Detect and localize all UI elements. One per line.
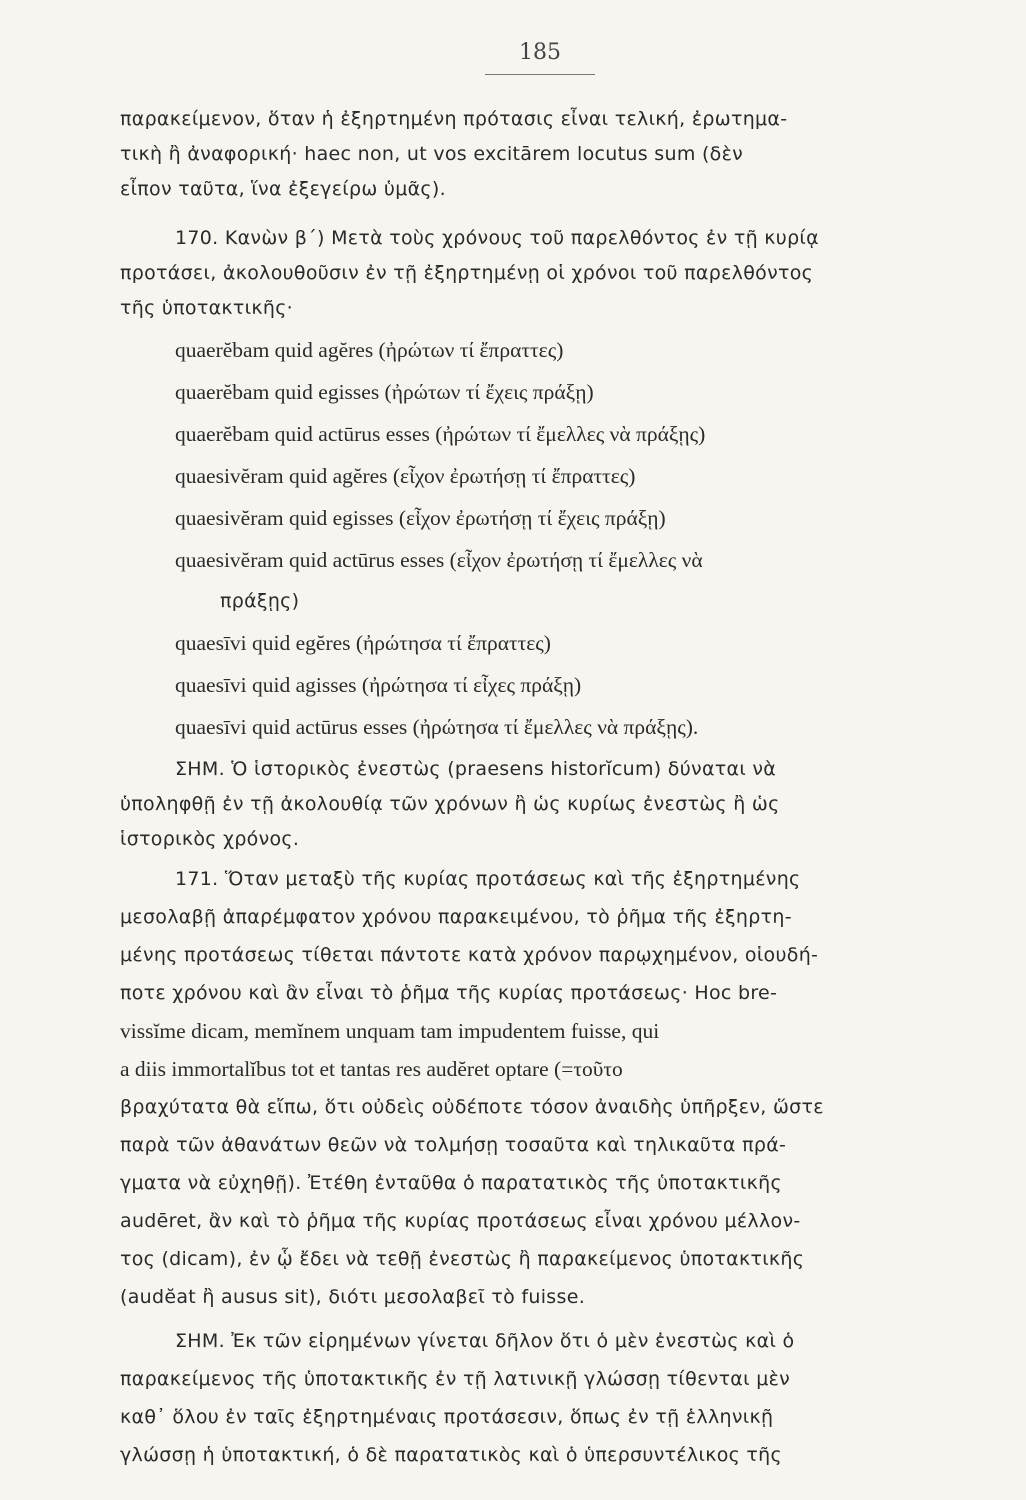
text-line: προτάσει, ἀκολουθοῦσιν ἐν τῇ ἐξηρτημένῃ οἱ χρόνοι τοῦ παρελθόντος — [120, 262, 814, 284]
text-line: ποτε χρόνου καὶ ἂν εἶναι τὸ ῥῆμα τῆς κυρίας προτάσεως· Hoc bre- — [120, 982, 778, 1004]
text-line: γματα νὰ εὐχηθῇ). Ἐτέθη ἐνταῦθα ὁ παρατατικὸς τῆς ὑποτακτικῆς — [120, 1172, 782, 1194]
example-line: quaesīvi quid egĕres (ἠρώτησα τί ἔπραττες) — [175, 631, 551, 655]
text-line: εἶπον ταῦτα, ἵνα ἐξεγείρω ὑμᾶς). — [120, 178, 446, 200]
text-line: ὑποληφθῇ ἐν τῇ ἀκολουθίᾳ τῶν χρόνων ἢ ὡς κυρίως ἐνεστὼς ἢ ὡς — [120, 793, 780, 815]
example-line: quaerĕbam quid actūrus esses (ἠρώτων τί ἔμελλες νὰ πράξῃς) — [175, 422, 706, 446]
example-line: quaesīvi quid agisses (ἠρώτησα τί εἶχες πράξῃ) — [175, 673, 582, 697]
text-line: ἱστορικὸς χρόνος. — [120, 828, 300, 850]
text-line: παρὰ τῶν ἀθανάτων θεῶν νὰ τολμήσῃ τοσαῦτα καὶ τηλικαῦτα πρά- — [120, 1134, 787, 1156]
text-line: τος (dicam), ἐν ᾧ ἔδει νὰ τεθῇ ἐνεστὼς ἢ παρακείμενος ὑποτακτικῆς — [120, 1248, 805, 1270]
text-line: vissĭme dicam, memĭnem unquam tam impudentem fuisse, qui — [120, 1019, 660, 1043]
example-line: πράξῃς) — [220, 590, 300, 612]
text-line: τικὴ ἢ ἀναφορική· haec non, ut vos excitārem locutus sum (δὲν — [120, 143, 744, 165]
page-number: 185 — [519, 40, 561, 65]
example-line: quaerĕbam quid agĕres (ἠρώτων τί ἔπραττες) — [175, 338, 564, 362]
example-line: quaesivĕram quid actūrus esses (εἶχον ἐρωτήσῃ τί ἔμελλες νὰ — [175, 548, 703, 572]
text-line: καθ᾽ ὅλου ἐν ταῖς ἐξηρτημέναις προτάσεσιν, ὅπως ἐν τῇ ἑλληνικῇ — [120, 1406, 774, 1428]
text-line: μένης προτάσεως τίθεται πάντοτε κατὰ χρόνον παρῳχημένον, οἱουδή- — [120, 944, 819, 966]
example-line: quaesīvi quid actūrus esses (ἠρώτησα τί ἔμελλες νὰ πράξῃς). — [175, 715, 699, 739]
text-line: βραχύτατα θὰ εἴπω, ὅτι οὐδεὶς οὐδέποτε τόσον ἀναιδὴς ὑπῆρξεν, ὥστε — [120, 1096, 824, 1118]
text-line: ΣΗΜ. Ὁ ἱστορικὸς ἐνεστὼς (praesens historĭcum) δύναται νὰ — [175, 758, 777, 780]
text-line: μεσολαβῇ ἀπαρέμφατον χρόνου παρακειμένου, τὸ ῥῆμα τῆς ἐξηρτη- — [120, 906, 792, 928]
text-line: audēret, ἂν καὶ τὸ ῥῆμα τῆς κυρίας προτάσεως εἶναι χρόνου μέλλον- — [120, 1210, 801, 1232]
text-line: 171. Ὅταν μεταξὺ τῆς κυρίας προτάσεως καὶ τῆς ἐξηρτημένης — [175, 868, 801, 890]
header-rule — [485, 74, 595, 75]
text-line: ΣΗΜ. Ἐκ τῶν εἰρημένων γίνεται δῆλον ὅτι ὁ μὲν ἐνεστὼς καὶ ὁ — [175, 1330, 795, 1352]
text-line: γλώσσῃ ἡ ὑποτακτική, ὁ δὲ παρατατικὸς καὶ ὁ ὑπερσυντέλικος τῆς — [120, 1444, 782, 1466]
text-line: παρακείμενον, ὅταν ἡ ἐξηρτημένη πρότασις εἶναι τελική, ἐρωτημα- — [120, 108, 788, 130]
text-line: (audĕat ἢ ausus sit), διότι μεσολαβεῖ τὸ fuisse. — [120, 1286, 586, 1308]
example-line: quaesivĕram quid agĕres (εἶχον ἐρωτήσῃ τί ἔπραττες) — [175, 464, 636, 488]
example-line: quaerĕbam quid egisses (ἠρώτων τί ἔχεις πράξῃ) — [175, 380, 594, 404]
text-line: 170. Κανὼν β΄) Μετὰ τοὺς χρόνους τοῦ παρελθόντος ἐν τῇ κυρίᾳ — [175, 227, 819, 249]
example-line: quaesivĕram quid egisses (εἶχον ἐρωτήσῃ τί ἔχεις πράξῃ) — [175, 506, 666, 530]
text-line: a diis immortalĭbus tot et tantas res audĕret optare (=τοῦτο — [120, 1057, 623, 1081]
text-line: τῆς ὑποτακτικῆς· — [120, 297, 293, 319]
text-line: παρακείμενος τῆς ὑποτακτικῆς ἐν τῇ λατινικῇ γλώσσῃ τίθενται μὲν — [120, 1368, 791, 1390]
